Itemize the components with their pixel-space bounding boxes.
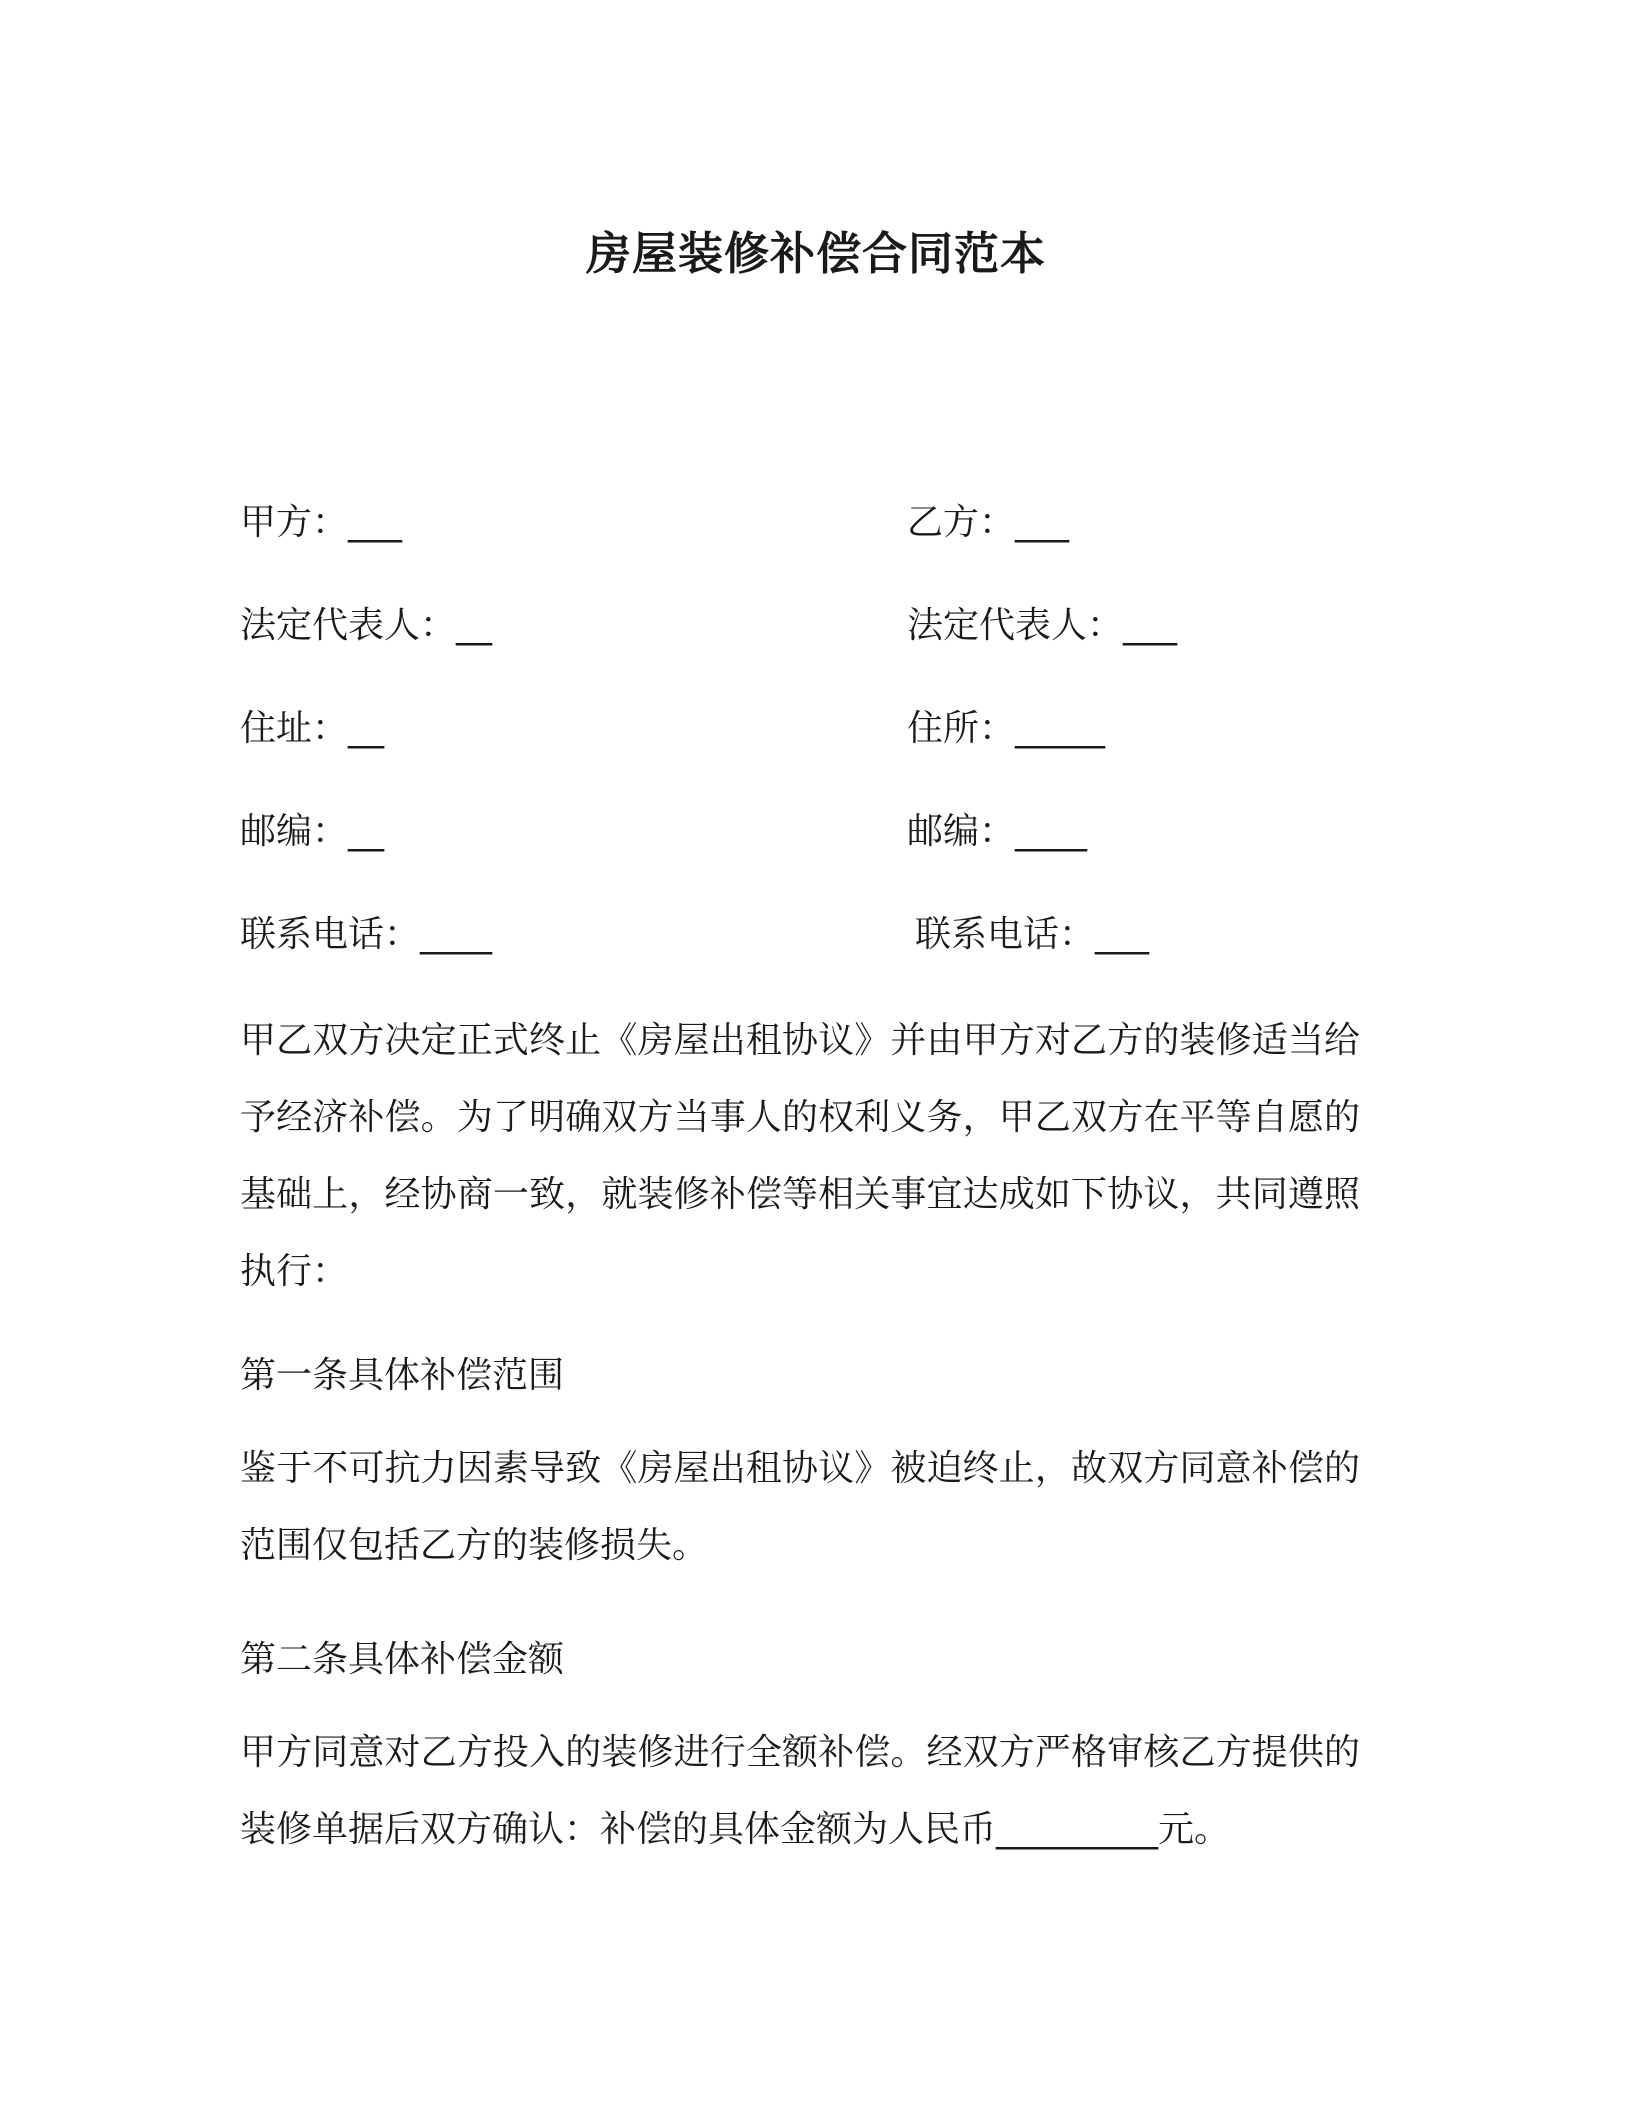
document-title: 房屋装修补偿合同范本 — [585, 227, 1046, 280]
article-1-body: 鉴于不可抗力因素导致《房屋出租协议》被迫终止，故双方同意补偿的范围仅包括乙方的装修损失。 — [240, 1448, 1360, 1566]
party-a-address: 住址：__ — [240, 708, 385, 749]
party-b-name: 乙方：___ — [907, 502, 1070, 543]
party-b-phone: 联系电话：___ — [915, 914, 1150, 955]
party-a-phone: 联系电话：____ — [240, 914, 493, 955]
party-b-address: 住所：_____ — [907, 708, 1106, 749]
article-1-heading: 第一条具体补偿范围 — [240, 1355, 565, 1396]
party-a-legal-rep: 法定代表人：__ — [240, 605, 493, 646]
party-a-name: 甲方：___ — [240, 502, 403, 543]
intro-paragraph: 甲乙双方决定正式终止《房屋出租协议》并由甲方对乙方的装修适当给予经济补偿。为了明确双方当事人的权利义务，甲乙双方在平等自愿的基础上，经协商一致，就装修补偿等相关事宜达成如下协议，共同遵照执行： — [240, 1020, 1360, 1292]
party-a-postcode: 邮编：__ — [240, 811, 385, 852]
article-2-body: 甲方同意对乙方投入的装修进行全额补偿。经双方严格审核乙方提供的装修单据后双方确认：补偿的具体金额为人民币_________元。 — [240, 1732, 1360, 1850]
party-b-postcode: 邮编：____ — [907, 811, 1088, 852]
party-b-legal-rep: 法定代表人：___ — [907, 605, 1178, 646]
article-2-heading: 第二条具体补偿金额 — [240, 1639, 565, 1680]
